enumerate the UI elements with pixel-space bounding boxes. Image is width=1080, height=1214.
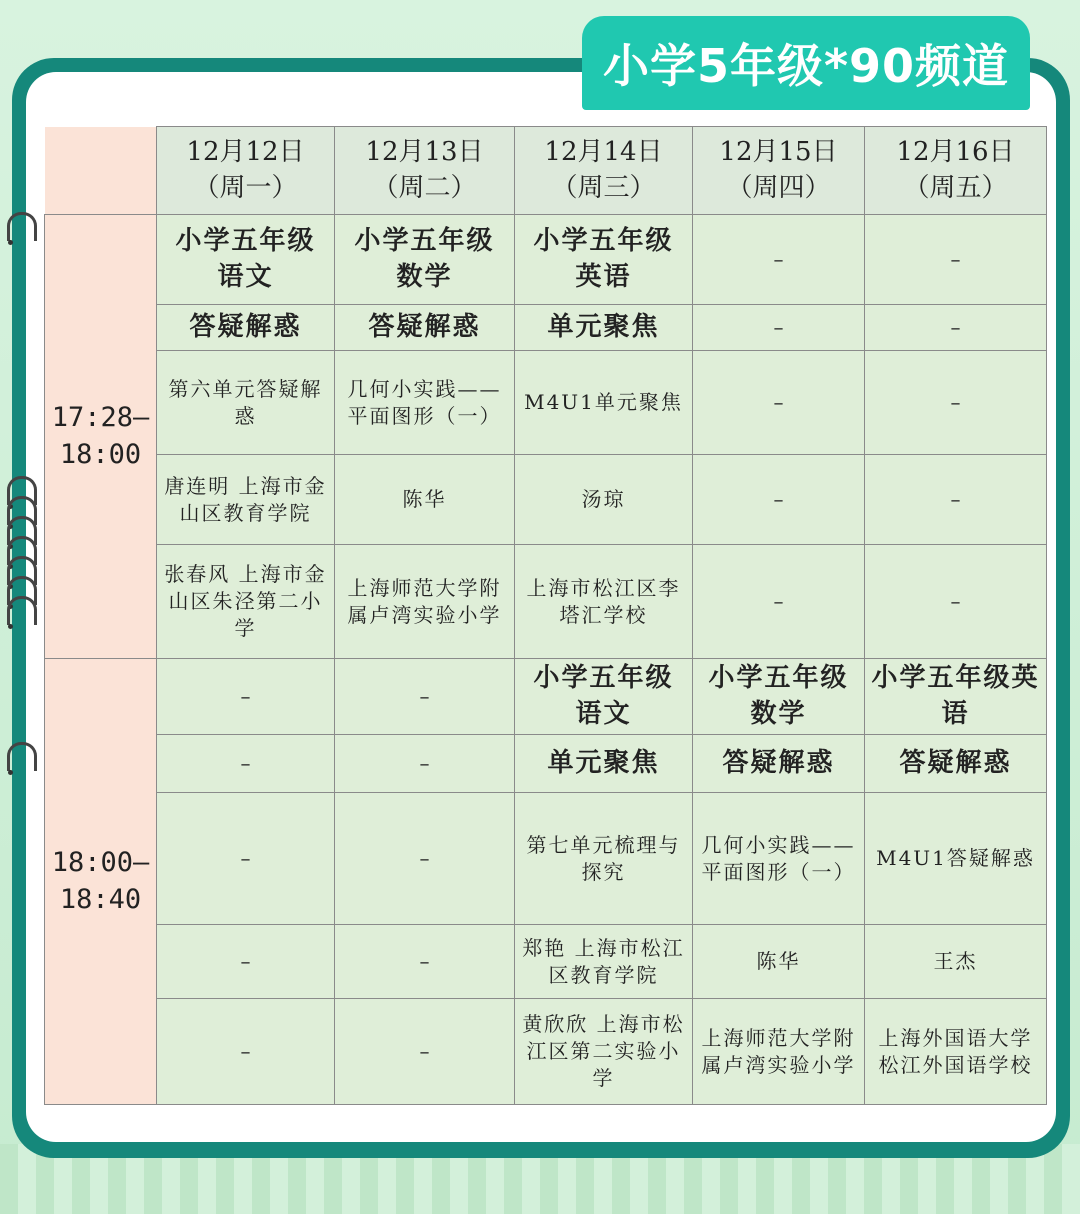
detail-cell: 第七单元梳理与探究 [515,793,693,925]
day-weekday: （周四） [726,172,831,203]
empty-cell: – [157,793,335,925]
day-header [865,127,1047,215]
day-date: 12月15日 [719,137,838,168]
detail-cell: 汤琼 [515,455,693,545]
day-weekday: （周五） [903,172,1008,203]
subject-cell: 答疑解惑 [335,305,515,351]
subject-cell: 小学五年级英语 [515,215,693,305]
day-weekday: （周三） [551,172,656,203]
binder-ring-icon [7,742,37,771]
header-row [45,127,1047,215]
time-text: 17:28– [51,402,150,434]
day-header [335,127,515,215]
empty-cell: – [865,455,1047,545]
detail-cell: 几何小实践——平面图形（一） [693,793,865,925]
empty-cell: – [865,215,1047,305]
empty-cell: – [335,793,515,925]
day-date: 12月16日 [896,137,1015,168]
subject-cell: 小学五年级数学 [693,659,865,735]
time-text: 18:40 [59,883,142,915]
empty-cell: – [335,659,515,735]
schedule-row [45,999,1047,1105]
empty-cell: – [693,351,865,455]
subject-cell: 小学五年级语文 [515,659,693,735]
empty-cell: – [693,305,865,351]
detail-cell: 唐连明 上海市金山区教育学院 [157,455,335,545]
empty-cell: – [157,659,335,735]
binder-ring-icon [7,212,37,241]
empty-cell: – [865,545,1047,659]
day-date: 12月13日 [365,137,484,168]
schedule-row [45,455,1047,545]
empty-cell: – [335,999,515,1105]
schedule-row [45,215,1047,305]
subject-cell: 答疑解惑 [157,305,335,351]
detail-cell: 几何小实践——平面图形（一） [335,351,515,455]
schedule-row [45,925,1047,999]
detail-cell: M4U1答疑解惑 [865,793,1047,925]
empty-cell: – [157,999,335,1105]
binder-ring-icon [7,596,37,625]
channel-banner [582,16,1030,110]
schedule-row [45,351,1047,455]
schedule-row [45,305,1047,351]
detail-cell: 上海外国语大学松江外国语学校 [865,999,1047,1105]
empty-cell: – [157,735,335,793]
detail-cell: 郑艳 上海市松江区教育学院 [515,925,693,999]
subject-cell: 小学五年级数学 [335,215,515,305]
schedule-row [45,659,1047,735]
detail-cell: 上海市松江区李塔汇学校 [515,545,693,659]
detail-cell: 第六单元答疑解惑 [157,351,335,455]
day-date: 12月14日 [544,137,663,168]
day-header [157,127,335,215]
detail-cell: 王杰 [865,925,1047,999]
detail-cell: 上海师范大学附属卢湾实验小学 [693,999,865,1105]
day-date: 12月12日 [186,137,305,168]
empty-cell: – [865,305,1047,351]
schedule-row [45,735,1047,793]
day-header [515,127,693,215]
detail-cell: 陈华 [693,925,865,999]
detail-cell: 张春风 上海市金山区朱泾第二小学 [157,545,335,659]
subject-cell: 单元聚焦 [515,305,693,351]
empty-cell: – [693,215,865,305]
day-weekday: （周二） [372,172,477,203]
subject-cell: 答疑解惑 [693,735,865,793]
banner-title: 小学5年级*90频道 [602,39,1010,93]
time-text: 18:00 [59,438,142,470]
day-weekday: （周一） [193,172,298,203]
time-text: 18:00– [51,847,150,879]
time-slot [45,659,157,1105]
time-slot [45,215,157,659]
subject-cell: 单元聚焦 [515,735,693,793]
detail-cell: 陈华 [335,455,515,545]
schedule-row [45,545,1047,659]
detail-cell: 上海师范大学附属卢湾实验小学 [335,545,515,659]
day-header [693,127,865,215]
empty-cell: – [335,735,515,793]
corner-cell [45,127,157,215]
schedule-row [45,793,1047,925]
empty-cell: – [157,925,335,999]
empty-cell: – [693,455,865,545]
empty-cell: – [693,545,865,659]
schedule-table [44,126,1047,1105]
subject-cell: 小学五年级语文 [157,215,335,305]
detail-cell: 黄欣欣 上海市松江区第二实验小学 [515,999,693,1105]
subject-cell: 小学五年级英语 [865,659,1047,735]
empty-cell: – [335,925,515,999]
detail-cell: M4U1单元聚焦 [515,351,693,455]
empty-cell: – [865,351,1047,455]
subject-cell: 答疑解惑 [865,735,1047,793]
